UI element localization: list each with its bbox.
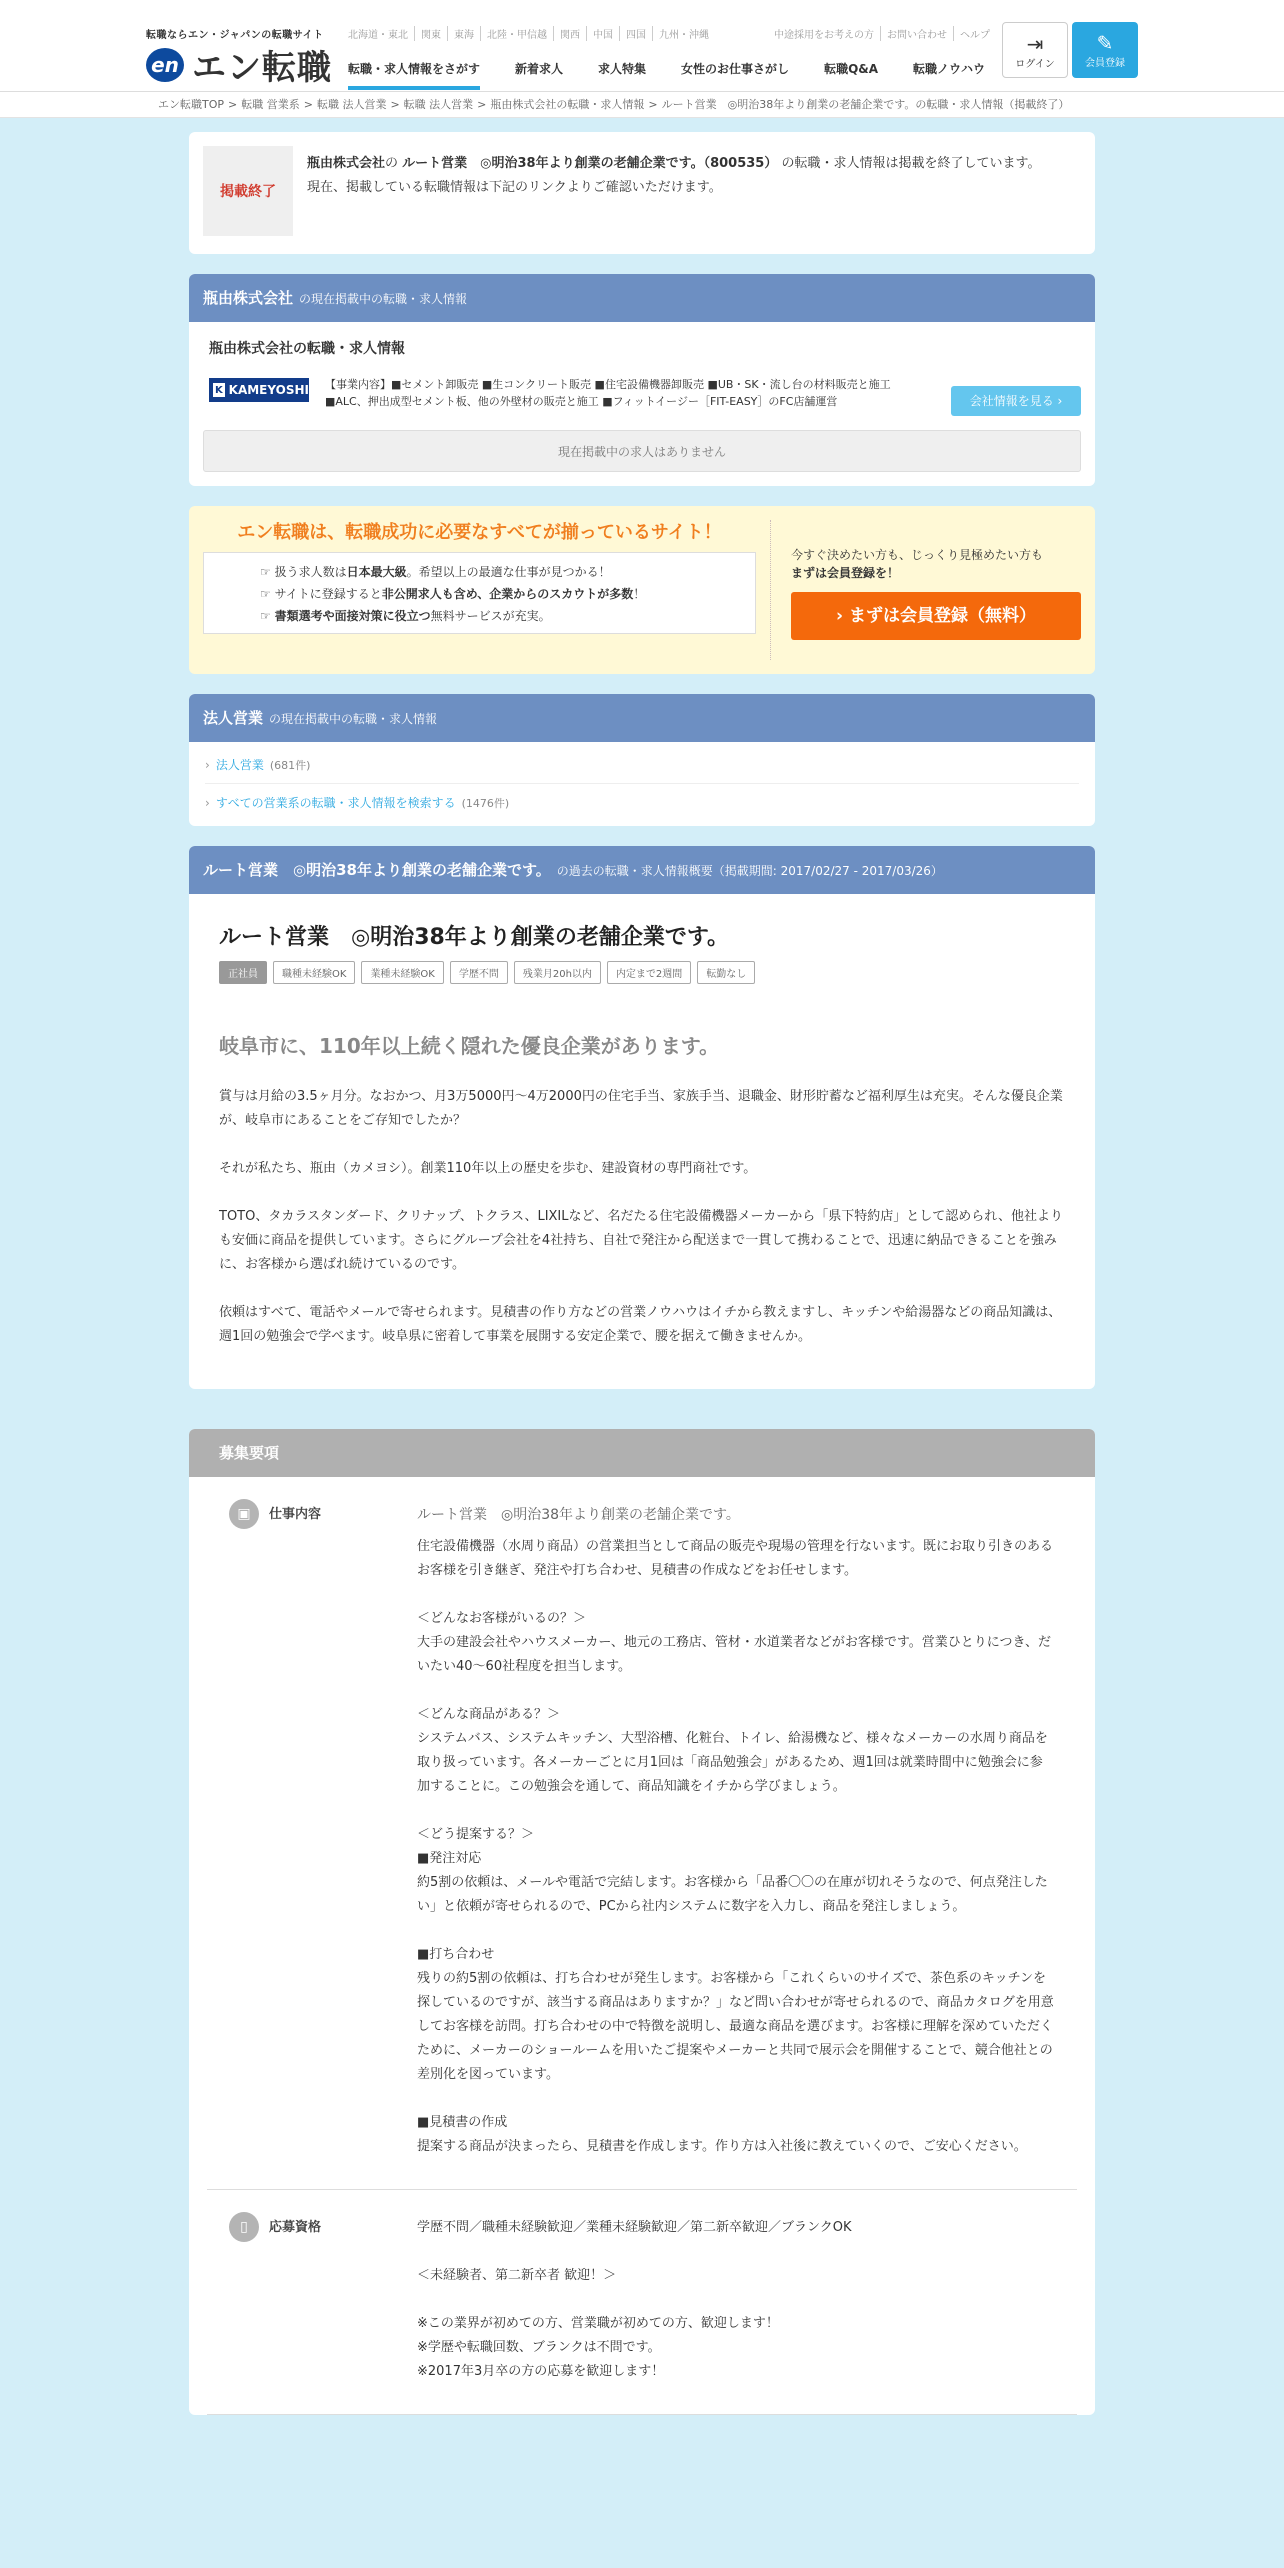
company-logo-text: KAMEYOSHI xyxy=(228,383,309,397)
job-paragraph: 依頼はすべて、電話やメールで寄せられます。見積書の作り方などの営業ノウハウはイチから教えますし、キッチンや給湯器などの商品知識は、週1回の勉強会で学べます。岐阜県に密着して事業を展開する安定企業で、腰を据えて働きませんか。 xyxy=(219,1305,1062,1344)
en-logo-mark: en xyxy=(146,48,184,82)
nav-qa[interactable]: 転職Q&A xyxy=(824,62,879,76)
requirement-row-qualification xyxy=(207,2190,1077,2415)
register-button[interactable] xyxy=(1072,22,1138,78)
breadcrumb-current: ルート営業 ◎明治38年より創業の老舗企業です。の転職・求人情報（掲載終了） xyxy=(661,98,1070,111)
thumb-icon: ☞ xyxy=(260,609,275,623)
pencil-icon: ✎ xyxy=(1096,31,1114,55)
promo-title: エン転職は、転職成功に必要なすべてが揃っているサイト！ xyxy=(237,522,722,543)
job-summary-panel xyxy=(189,846,1095,1389)
help-link[interactable]: ヘルプ xyxy=(960,30,990,41)
closed-notice xyxy=(189,132,1095,254)
breadcrumb-separator: > xyxy=(648,98,658,111)
register-label: 会員登録 xyxy=(1085,58,1125,69)
logo-text: エン転職 xyxy=(192,48,332,88)
closed-badge: 掲載終了 xyxy=(203,146,293,236)
region-link[interactable]: 東海 xyxy=(448,26,481,41)
job-tag: 学歴不問 xyxy=(450,961,508,984)
login-button[interactable] xyxy=(1002,22,1068,78)
login-icon: ⇥ xyxy=(1026,32,1044,56)
region-link[interactable]: 関西 xyxy=(554,26,587,41)
region-link[interactable]: 関東 xyxy=(415,26,448,41)
job-head-suffix: の過去の転職・求人情報概要（掲載期間: 2017/02/27 - 2017/03/26） xyxy=(556,864,943,878)
job-paragraph: それが私たち、瓶由（カメヨシ）。創業110年以上の歴史を歩む、建設資材の専門商社です。 xyxy=(219,1161,757,1176)
briefcase-icon: ▣ xyxy=(229,1499,259,1529)
promo-banner xyxy=(189,506,1095,674)
job-paragraph: TOTO、タカラスタンダード、クリナップ、トクラス、LIXILなど、名だたる住宅設備機器メーカーから「県下特約店」として認められ、他社よりも安価に商品を提供しています。さらにグループ会社を4社持ち、自社で発注から配送まで一貫して携わることで、迅速に納品できることを強みに、お客様から選ばれ続けているのです。 xyxy=(219,1209,1064,1272)
category-link[interactable] xyxy=(205,746,1079,784)
job-title: ルート営業 ◎明治38年より創業の老舗企業です。 xyxy=(219,925,730,950)
requirement-label: 仕事内容 xyxy=(269,1507,322,1522)
company-logo-mark: K xyxy=(214,384,223,396)
breadcrumb-separator: > xyxy=(477,98,487,111)
no-jobs-message: 現在掲載中の求人はありません xyxy=(203,430,1081,472)
promo-bold: 書類選考や面接対策に役立つ xyxy=(274,609,431,623)
nav-women-jobs[interactable]: 女性のお仕事さがし xyxy=(681,62,790,76)
breadcrumb-separator: > xyxy=(228,98,238,111)
site-logo[interactable] xyxy=(146,40,332,89)
job-head-name: ルート営業 ◎明治38年より創業の老舗企業です。 xyxy=(203,861,551,879)
job-tag: 業種未経験OK xyxy=(361,961,443,984)
nav-knowhow[interactable]: 転職ノウハウ xyxy=(913,62,986,76)
requirements-head: 募集要項 xyxy=(189,1429,1095,1477)
employer-link[interactable]: 中途採用をお考えの方 xyxy=(768,26,881,41)
register-cta-button[interactable]: › まずは会員登録（無料） xyxy=(791,592,1081,640)
promo-text: サイトに登録すると xyxy=(274,587,382,601)
promo-list xyxy=(203,552,756,634)
promo-item xyxy=(260,605,755,627)
company-info-button[interactable]: 会社情報を見る › xyxy=(951,386,1081,416)
requirement-row-work xyxy=(207,1477,1077,2190)
company-logo[interactable] xyxy=(209,378,309,402)
promo-item xyxy=(260,561,755,583)
breadcrumb xyxy=(0,92,1284,118)
region-link[interactable]: 中国 xyxy=(587,26,620,41)
promo-text: 扱う求人数は xyxy=(274,565,347,579)
company-panel xyxy=(189,274,1095,486)
requirement-text: 住宅設備機器（水周り商品）の営業担当として商品の販売や現場の管理を行ないます。既にお取り引きのあるお客様を引き継ぎ、発注や打ち合わせ、見積書の作成などをお任せします。 ＜どんなお客様がいるの？＞ 大手の建設会社やハウスメーカー、地元の工務店、管材・水道業者などがお客様です。営業ひとりにつき、だいたい40〜60社程度を担当します。 ＜どんな商品がある？＞ システムバス、システムキッチン、大型浴槽、化粧台、トイレ、給湯機など、様々なメーカーの水周り商品を取り扱っています。各メーカーごとに月1回は「商品勉強会」があるため、週1回は就業時間中に勉強会に参加することに。この勉強会を通して、商品知識をイチから学びましょう。 ＜どう提案する？＞ ■発注対応 約5割の依頼は、メールや電話で完結します。お客様から「品番〇〇の在庫が切れそうなので、何点発注したい」と依頼が寄せられるので、PCから社内システムに数字を入力し、商品を発注しましょう。 ■打ち合わせ 残りの約5割の依頼は、打ち合わせが発生します。お客様から「これくらいのサイズで、茶色系のキッチンを探しているのですが、該当する商品はありますか？」など問い合わせが寄せられるので、商品カタログを用意してお客様を訪問。打ち合わせの中で特徴を説明し、最適な商品を選びます。お客様に理解を深めていただくために、メーカーのショールームを用いたご提案やメーカーと共同で展示会を開催することで、競合他社との差別化を図っています。 ■見積書の作成 提案する商品が決まったら、見積書を作成します。作り方は入社後に教えていくので、ご安心ください。 xyxy=(417,1539,1054,2154)
requirements-panel xyxy=(189,1429,1095,2415)
promo-bold: 非公開求人も含め、企業からのスカウトが多数 xyxy=(381,587,634,601)
category-count: (1476件) xyxy=(461,797,510,810)
closed-line2: 現在、掲載している転職情報は下記のリンクよりご確認いただけます。 xyxy=(307,180,722,195)
breadcrumb-item[interactable]: 転職 営業系 xyxy=(241,98,300,111)
company-head-suffix: の現在掲載中の転職・求人情報 xyxy=(299,292,468,306)
job-paragraph: 賞与は月給の3.5ヶ月分。なおかつ、月3万5000円〜4万2000円の住宅手当、家族手当、退職金、財形貯蓄など福利厚生は充実。そんな優良企業が、岐阜市にあることをご存知でしたか？ xyxy=(219,1089,1063,1128)
promo-right-line2: まずは会員登録を！ xyxy=(791,566,900,580)
main-container xyxy=(189,132,1095,2415)
closed-suffix: の転職・求人情報は掲載を終了しています。 xyxy=(781,156,1041,171)
main-nav xyxy=(348,60,1020,90)
category-panel-head xyxy=(189,694,1095,742)
region-link[interactable]: 北海道・東北 xyxy=(348,26,415,41)
region-link[interactable]: 四国 xyxy=(620,26,653,41)
utility-links xyxy=(768,26,996,41)
category-head-suffix: の現在掲載中の転職・求人情報 xyxy=(269,712,438,726)
nav-search-jobs[interactable]: 転職・求人情報をさがす xyxy=(348,60,498,90)
login-label: ログイン xyxy=(1015,59,1055,70)
logo-tagline: 転職ならエン・ジャパンの転職サイト xyxy=(146,30,324,41)
job-tag: 内定まで2週間 xyxy=(607,961,691,984)
requirement-subtitle: ルート営業 ◎明治38年より創業の老舗企業です。 xyxy=(417,1507,740,1523)
thumb-icon: ☞ xyxy=(260,565,275,579)
site-header xyxy=(0,0,1284,92)
closed-company: 瓶由株式会社 xyxy=(307,156,386,171)
job-tag: 残業月20h以内 xyxy=(514,961,601,984)
bookmark-icon: ▯ xyxy=(229,2212,259,2242)
closed-message xyxy=(307,146,1040,240)
region-links xyxy=(348,26,715,41)
breadcrumb-item[interactable]: エン転職TOP xyxy=(158,98,225,111)
job-tag: 転勤なし xyxy=(697,961,755,984)
region-link[interactable]: 北陸・甲信越 xyxy=(481,26,554,41)
category-link-label: 法人営業 xyxy=(215,758,264,772)
job-catchcopy: 岐阜市に、110年以上続く隠れた優良企業があります。 xyxy=(219,1034,720,1058)
category-head-name: 法人営業 xyxy=(203,709,264,727)
promo-right-line1: 今すぐ決めたい方も、じっくり見極めたい方も xyxy=(791,548,1044,562)
company-title: 瓶由株式会社の転職・求人情報 xyxy=(209,341,405,357)
contact-link[interactable]: お問い合わせ xyxy=(881,26,954,41)
requirement-label: 応募資格 xyxy=(269,2220,322,2235)
job-panel-head xyxy=(189,846,1095,894)
region-link[interactable]: 九州・沖縄 xyxy=(659,30,709,41)
job-tag: 職種未経験OK xyxy=(273,961,355,984)
company-head-name: 瓶由株式会社 xyxy=(203,289,294,307)
job-tags xyxy=(219,961,1065,984)
closed-particle: の xyxy=(385,156,399,171)
closed-job: ルート営業 ◎明治38年より創業の老舗企業です。（800535） xyxy=(402,156,778,171)
breadcrumb-item[interactable]: 瓶由株式会社の転職・求人情報 xyxy=(490,98,645,111)
breadcrumb-separator: > xyxy=(390,98,400,111)
company-panel-head xyxy=(189,274,1095,322)
category-panel xyxy=(189,694,1095,826)
nav-new-jobs[interactable]: 新着求人 xyxy=(515,62,564,76)
breadcrumb-item[interactable]: 転職 法人営業 xyxy=(316,98,387,111)
promo-text: 無料サービスが充実。 xyxy=(430,609,551,623)
thumb-icon: ☞ xyxy=(260,587,275,601)
requirement-text: 学歴不問／職種未経験歓迎／業種未経験歓迎／第二新卒歓迎／ブランクOK ＜未経験者、第二新卒者 歓迎！＞ ※この業界が初めての方、営業職が初めての方、歓迎します！ ※学歴や転職回数、ブランクは不問です。 ※2017年3月卒の方の応募を歓迎します！ xyxy=(417,2220,852,2379)
breadcrumb-item[interactable]: 転職 法人営業 xyxy=(403,98,474,111)
category-count: (681件) xyxy=(269,759,311,772)
company-description: 【事業内容】■セメント卸販売 ■生コンクリート販売 ■住宅設備機器卸販売 ■UB・SK・流し台の材料販売と施工 ■ALC、押出成型セメント板、他の外壁材の販売と施工 ■フィットイージー［FIT-EASY］のFC店舗運営 xyxy=(325,378,891,408)
promo-text: ！ xyxy=(633,587,646,601)
promo-text: 。希望以上の最適な仕事が見つかる！ xyxy=(406,565,611,579)
promo-item xyxy=(260,583,755,605)
category-link[interactable] xyxy=(205,784,1079,822)
breadcrumb-separator: > xyxy=(303,98,313,111)
job-tag: 正社員 xyxy=(219,961,267,984)
promo-bold: 日本最大級 xyxy=(346,565,407,579)
category-link-label: すべての営業系の転職・求人情報を検索する xyxy=(215,796,456,810)
nav-features[interactable]: 求人特集 xyxy=(598,62,647,76)
